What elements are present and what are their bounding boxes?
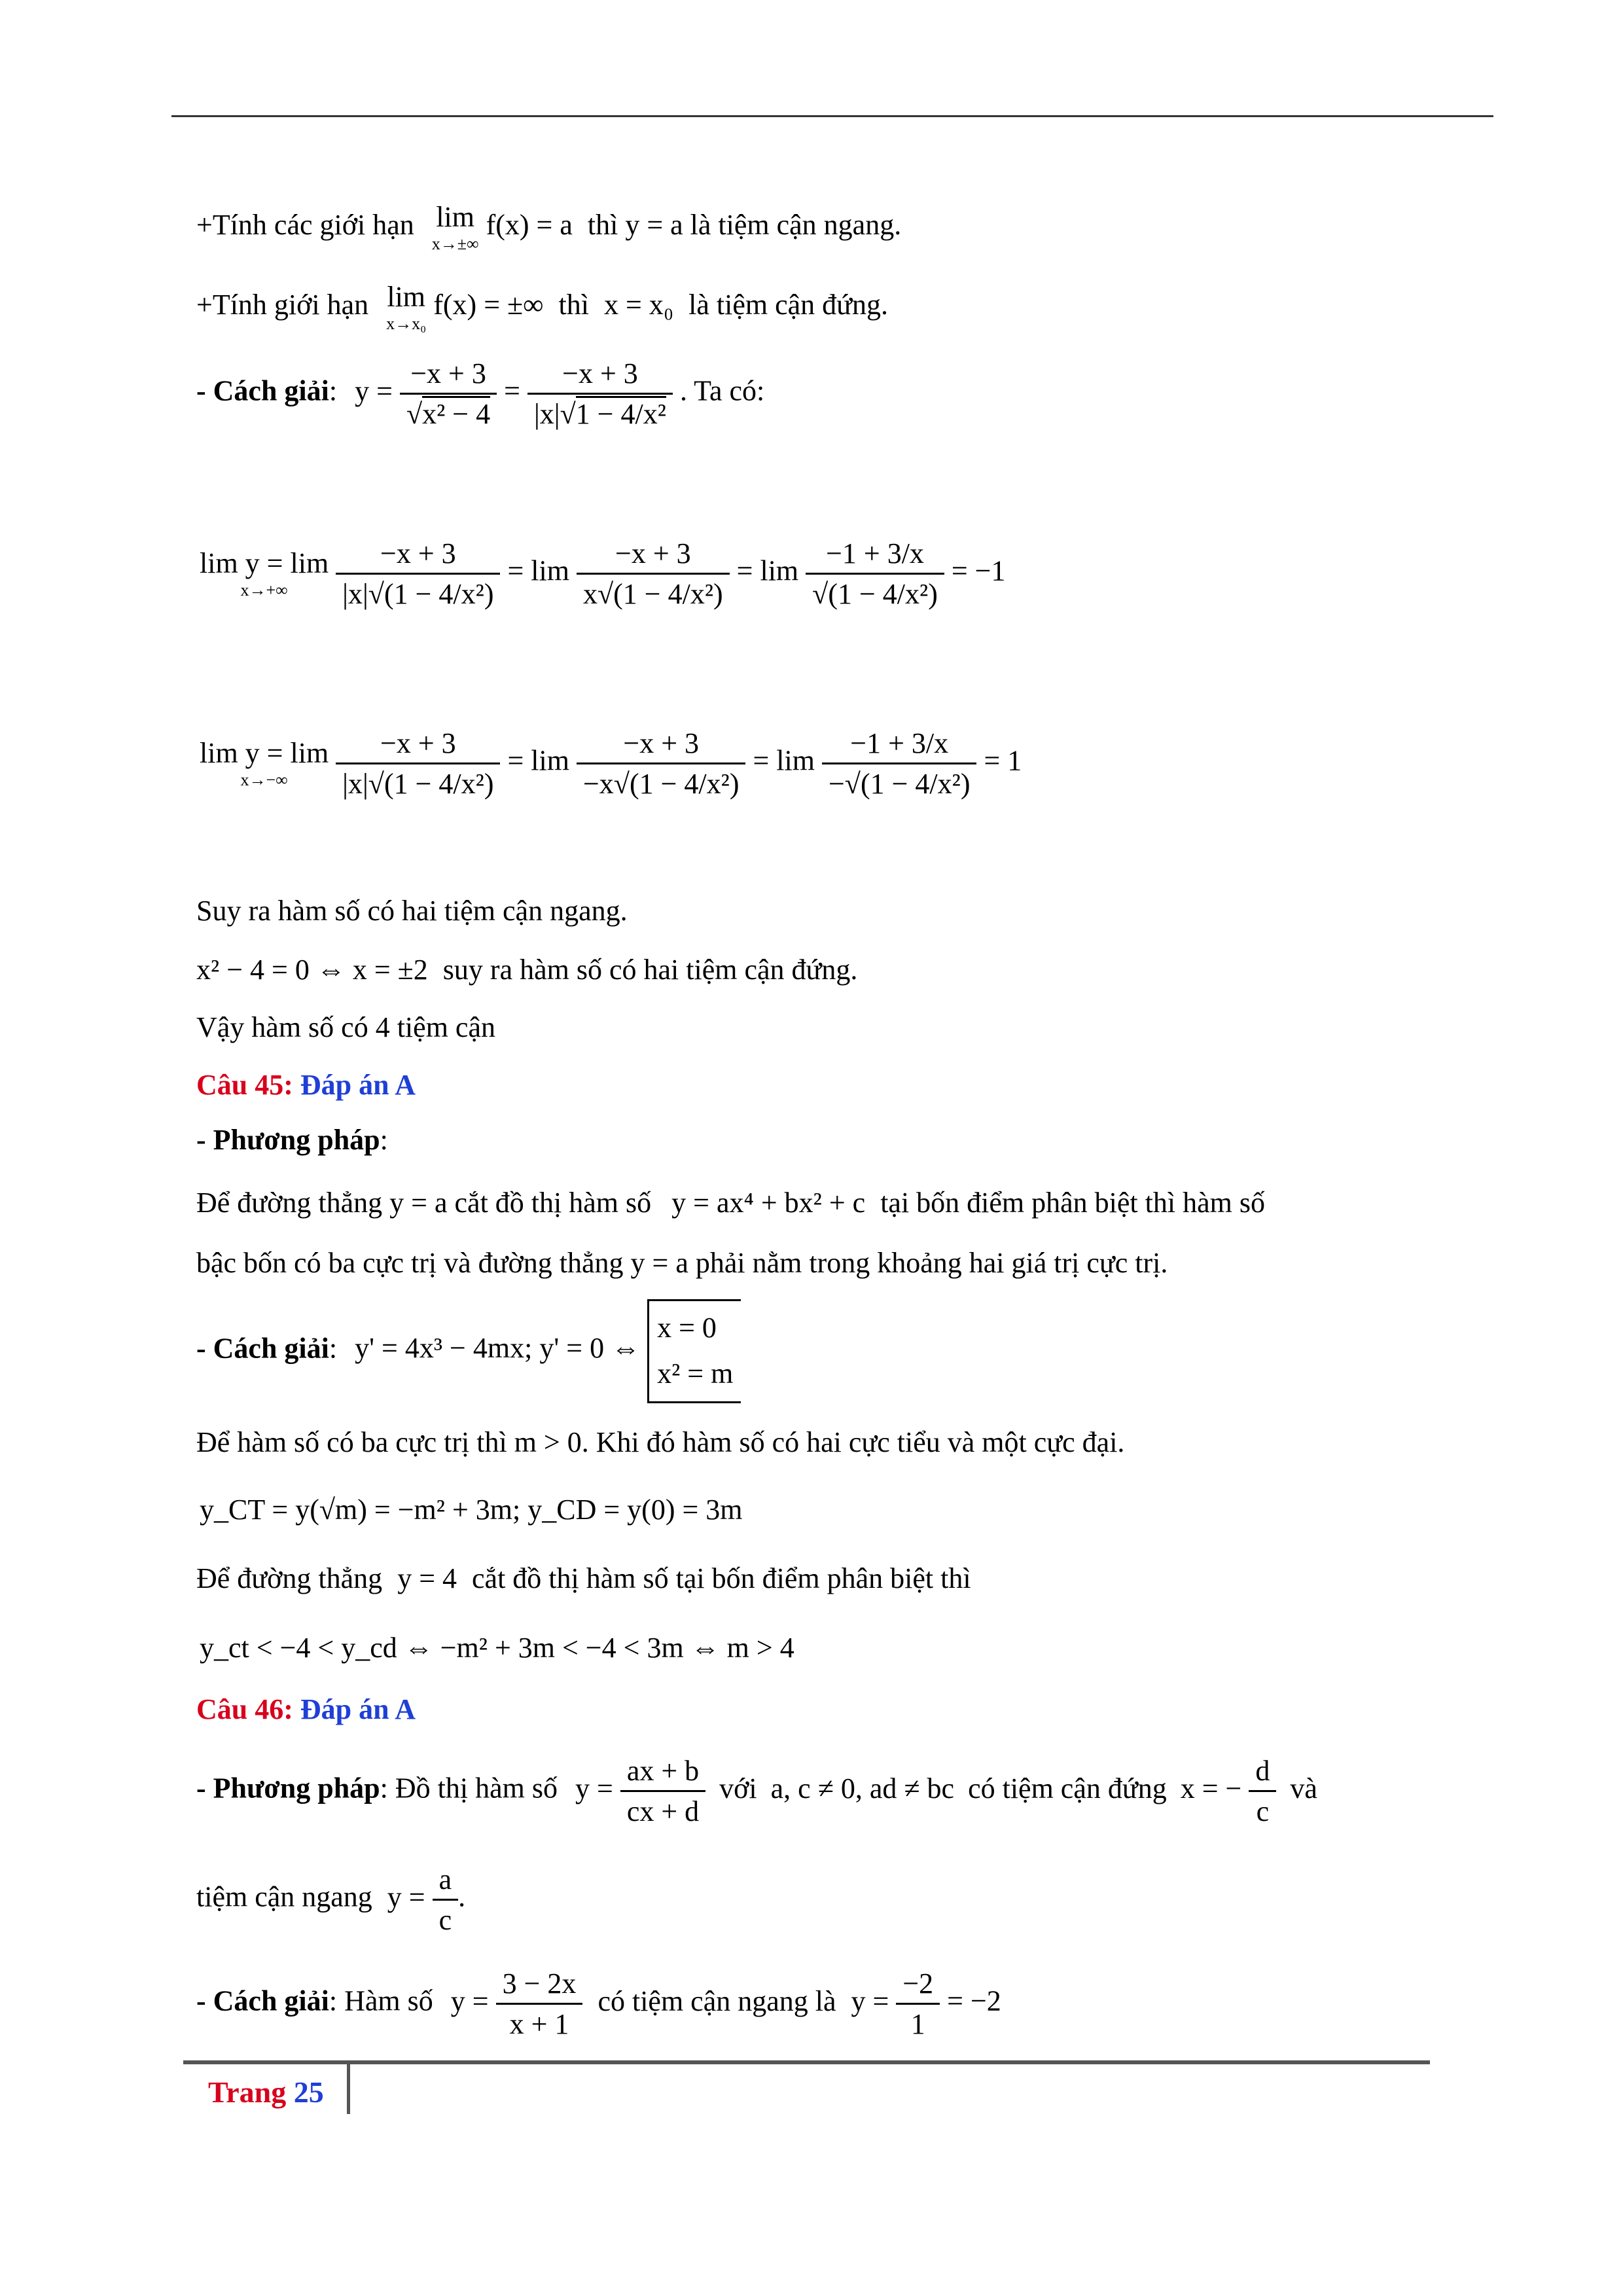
l2-prefix: +Tính giới hạn bbox=[196, 289, 369, 321]
l1-suffix: thì y = a là tiệm cận ngang. bbox=[587, 209, 902, 242]
header-rule bbox=[171, 115, 1493, 117]
pp45-line1 bbox=[196, 1189, 1265, 1217]
pp46-b: với bbox=[719, 1772, 757, 1804]
eqA-frac1-num: −x + 3 bbox=[336, 537, 500, 575]
cg46-a: : Hàm số bbox=[329, 1984, 433, 2017]
c45-l3-b: cắt đồ thị hàm số tại bốn điểm phân biệt thì bbox=[472, 1562, 971, 1594]
cg46-b: có tiệm cận ngang là bbox=[597, 1984, 836, 2017]
cg1-frac2-den: |x|√1 − 4/x² bbox=[527, 395, 673, 431]
s2-text: suy ra hàm số có hai tiệm cận đứng. bbox=[442, 954, 858, 986]
l2-suffix: là tiệm cận đứng. bbox=[688, 289, 889, 321]
summary-horizontal: Suy ra hàm số có hai tiệm cận ngang. bbox=[196, 895, 628, 927]
eqB-lim3: = lim bbox=[753, 744, 815, 777]
c45-line4: y_ct < −4 < y_cd ⇔ −m² + 3m < −4 < 3m ⇔ m > 4 bbox=[200, 1632, 794, 1664]
eqA-sub: x→+∞ bbox=[240, 580, 288, 600]
eqA-lim3: = lim bbox=[736, 554, 799, 587]
eqB-frac2-num: −x + 3 bbox=[577, 726, 746, 764]
pp46-x: x = − bbox=[1180, 1772, 1242, 1804]
l2-lim: lim x→x₀ bbox=[386, 281, 427, 333]
cg45-case2: x² = m bbox=[657, 1357, 734, 1390]
page-num: 25 bbox=[293, 2075, 324, 2109]
cg46-label: - Cách giải bbox=[196, 1984, 329, 2017]
pp46-frac bbox=[620, 1754, 705, 1828]
q46-answer: Đáp án A bbox=[300, 1693, 416, 1725]
cg45-cases bbox=[647, 1299, 741, 1403]
eqA-result: = −1 bbox=[951, 554, 1006, 587]
cg1-label: - Cách giải bbox=[196, 374, 329, 407]
cg1-suffix: . Ta có: bbox=[679, 374, 765, 407]
cg1-frac1-den-text: x² − 4 bbox=[422, 396, 490, 430]
equation-plus-infinity bbox=[200, 537, 1006, 611]
eqB-frac1-num: −x + 3 bbox=[336, 726, 500, 764]
cg46-frac2-num: −2 bbox=[896, 1967, 940, 2005]
cg1-eq: = bbox=[504, 374, 520, 407]
pp45-line2: bậc bốn có ba cực trị và đường thẳng y = a phải nằm trong khoảng hai giá trị cực trị. bbox=[196, 1247, 1168, 1279]
pp46-line1 bbox=[196, 1754, 1317, 1828]
cg46-line bbox=[196, 1967, 1001, 2041]
pp45-heading bbox=[196, 1126, 388, 1155]
question-45-heading bbox=[196, 1071, 416, 1100]
footer-rule bbox=[183, 2060, 1430, 2064]
eqA-lim-block bbox=[200, 549, 329, 599]
pp45-colon: : bbox=[380, 1124, 388, 1156]
cg45-line bbox=[196, 1299, 741, 1403]
pp46-l2-dot: . bbox=[458, 1880, 466, 1913]
cg45-math: y' = 4x³ − 4mx; y' = 0 ⇔ bbox=[355, 1332, 641, 1365]
pp46-line2 bbox=[196, 1863, 465, 1937]
c45-l3-math: y = 4 bbox=[397, 1562, 457, 1594]
eqB-result: = 1 bbox=[984, 744, 1022, 777]
cg1-frac2-den-abs: |x| bbox=[533, 398, 560, 430]
cg1-frac2-den-root: 1 − 4/x² bbox=[576, 396, 666, 430]
cg46-frac-den: x + 1 bbox=[509, 2008, 569, 2040]
pp45-l1-a: Để đường thẳng y = a cắt đồ thị hàm số bbox=[196, 1187, 652, 1219]
cg1-frac1-den: √x² − 4 bbox=[400, 395, 497, 431]
cg1-frac2-num: −x + 3 bbox=[527, 357, 673, 395]
cg1-colon: : bbox=[329, 374, 338, 407]
c45-line1: Để hàm số có ba cực trị thì m > 0. Khi đó hàm số có hai cực tiểu và một cực đại. bbox=[196, 1426, 1125, 1458]
pp46-dc-frac bbox=[1249, 1754, 1276, 1828]
q45-label: Câu 45: bbox=[196, 1069, 293, 1101]
pp46-l2-den: c bbox=[438, 1904, 452, 1936]
q46-label: Câu 46: bbox=[196, 1693, 293, 1725]
eqB-sub: x→−∞ bbox=[240, 770, 288, 789]
cg46-frac2-den: 1 bbox=[910, 2008, 925, 2040]
cg1-y: y = bbox=[355, 374, 393, 407]
l2-math: f(x) = ±∞ bbox=[433, 289, 544, 321]
l2-math2: x = x₀ bbox=[604, 289, 674, 321]
eqB-frac1-den: |x|√(1 − 4/x²) bbox=[342, 768, 494, 800]
pp46-label: - Phương pháp bbox=[196, 1772, 380, 1804]
line-limit-x0 bbox=[196, 283, 888, 332]
c45-l3-a: Để đường thẳng bbox=[196, 1562, 383, 1594]
eqA-frac3-num: −1 + 3/x bbox=[806, 537, 944, 575]
cach-giai-1 bbox=[196, 357, 764, 431]
pp45-label: - Phương pháp bbox=[196, 1124, 380, 1156]
eqA-frac3-den: √(1 − 4/x²) bbox=[812, 578, 938, 610]
eqB-frac3 bbox=[822, 726, 977, 800]
pp46-l2-a: tiệm cận ngang bbox=[196, 1880, 372, 1913]
pp46-l2-frac bbox=[433, 1863, 459, 1937]
pp46-c: có tiệm cận đứng bbox=[968, 1772, 1167, 1804]
pp45-l1-b: tại bốn điểm phân biệt thì hàm số bbox=[880, 1187, 1265, 1219]
l2-lim-sub: x→x₀ bbox=[386, 314, 427, 333]
eqB-lim1: lim y = lim bbox=[200, 736, 329, 769]
cg45-colon: : bbox=[329, 1332, 338, 1365]
footer-divider bbox=[347, 2064, 350, 2114]
eqA-frac2-num: −x + 3 bbox=[577, 537, 730, 575]
cg46-y: y = bbox=[450, 1984, 489, 2017]
l1-prefix: +Tính các giới hạn bbox=[196, 209, 414, 242]
pp46-va: và bbox=[1290, 1772, 1317, 1804]
pp46-l2-num: a bbox=[433, 1863, 459, 1901]
summary-vertical bbox=[196, 956, 857, 984]
cg45-label: - Cách giải bbox=[196, 1332, 329, 1365]
cg1-frac2 bbox=[527, 357, 673, 431]
pp46-dc-num: d bbox=[1249, 1754, 1276, 1792]
eqA-frac1-den: |x|√(1 − 4/x²) bbox=[342, 578, 494, 610]
line-limit-infinity bbox=[196, 203, 901, 253]
cg46-frac-num: 3 − 2x bbox=[496, 1967, 583, 2005]
pp46-frac-den: cx + d bbox=[626, 1795, 700, 1827]
eqB-lim2: = lim bbox=[507, 744, 569, 777]
eqA-frac2-den: x√(1 − 4/x²) bbox=[582, 578, 723, 610]
pp46-a: : Đồ thị hàm số bbox=[380, 1772, 558, 1804]
eqB-lim-block bbox=[200, 736, 329, 789]
cg1-frac1-num: −x + 3 bbox=[400, 357, 497, 395]
page-number bbox=[208, 2077, 324, 2108]
l2-mid: thì bbox=[558, 289, 589, 321]
pp46-frac-num: ax + b bbox=[620, 1754, 705, 1792]
q45-answer: Đáp án A bbox=[300, 1069, 416, 1101]
s2-math: x² − 4 = 0 ⇔ x = ±2 bbox=[196, 954, 428, 986]
pp46-dc-den: c bbox=[1256, 1795, 1270, 1827]
pp45-l1-math: y = ax⁴ + bx² + c bbox=[671, 1187, 866, 1219]
eqB-frac1 bbox=[336, 726, 500, 800]
eqA-lim1: lim y = lim bbox=[200, 547, 329, 579]
eqA-frac2 bbox=[577, 537, 730, 611]
cg46-y2: y = bbox=[851, 1984, 889, 2017]
pp46-cond: a, c ≠ 0, ad ≠ bc bbox=[770, 1772, 955, 1804]
c45-line3 bbox=[196, 1564, 971, 1593]
eqB-frac2 bbox=[577, 726, 746, 800]
page-label: Trang bbox=[208, 2075, 287, 2109]
eqA-lim2: = lim bbox=[507, 554, 569, 587]
cg1-frac1 bbox=[400, 357, 497, 431]
pp46-y: y = bbox=[575, 1772, 613, 1804]
cg46-frac2 bbox=[896, 1967, 940, 2041]
eqB-frac3-num: −1 + 3/x bbox=[822, 726, 977, 764]
summary-total: Vậy hàm số có 4 tiệm cận bbox=[196, 1011, 495, 1043]
question-46-heading bbox=[196, 1695, 416, 1724]
l1-lim: lim x→±∞ bbox=[431, 201, 479, 253]
eqA-frac1 bbox=[336, 537, 500, 611]
eqB-frac3-den: −√(1 − 4/x²) bbox=[828, 768, 971, 800]
c45-line2: y_CT = y(√m) = −m² + 3m; y_CD = y(0) = 3m bbox=[200, 1494, 743, 1526]
cg46-res: = −2 bbox=[947, 1984, 1001, 2017]
pp46-l2-y: y = bbox=[387, 1880, 425, 1913]
cg46-frac bbox=[496, 1967, 583, 2041]
l1-lim-sub: x→±∞ bbox=[431, 234, 479, 253]
eqA-frac3 bbox=[806, 537, 944, 611]
equation-minus-infinity bbox=[200, 726, 1022, 800]
l1-math: f(x) = a bbox=[486, 209, 573, 242]
eqB-frac2-den: −x√(1 − 4/x²) bbox=[582, 768, 740, 800]
cg45-case1: x = 0 bbox=[657, 1312, 717, 1344]
